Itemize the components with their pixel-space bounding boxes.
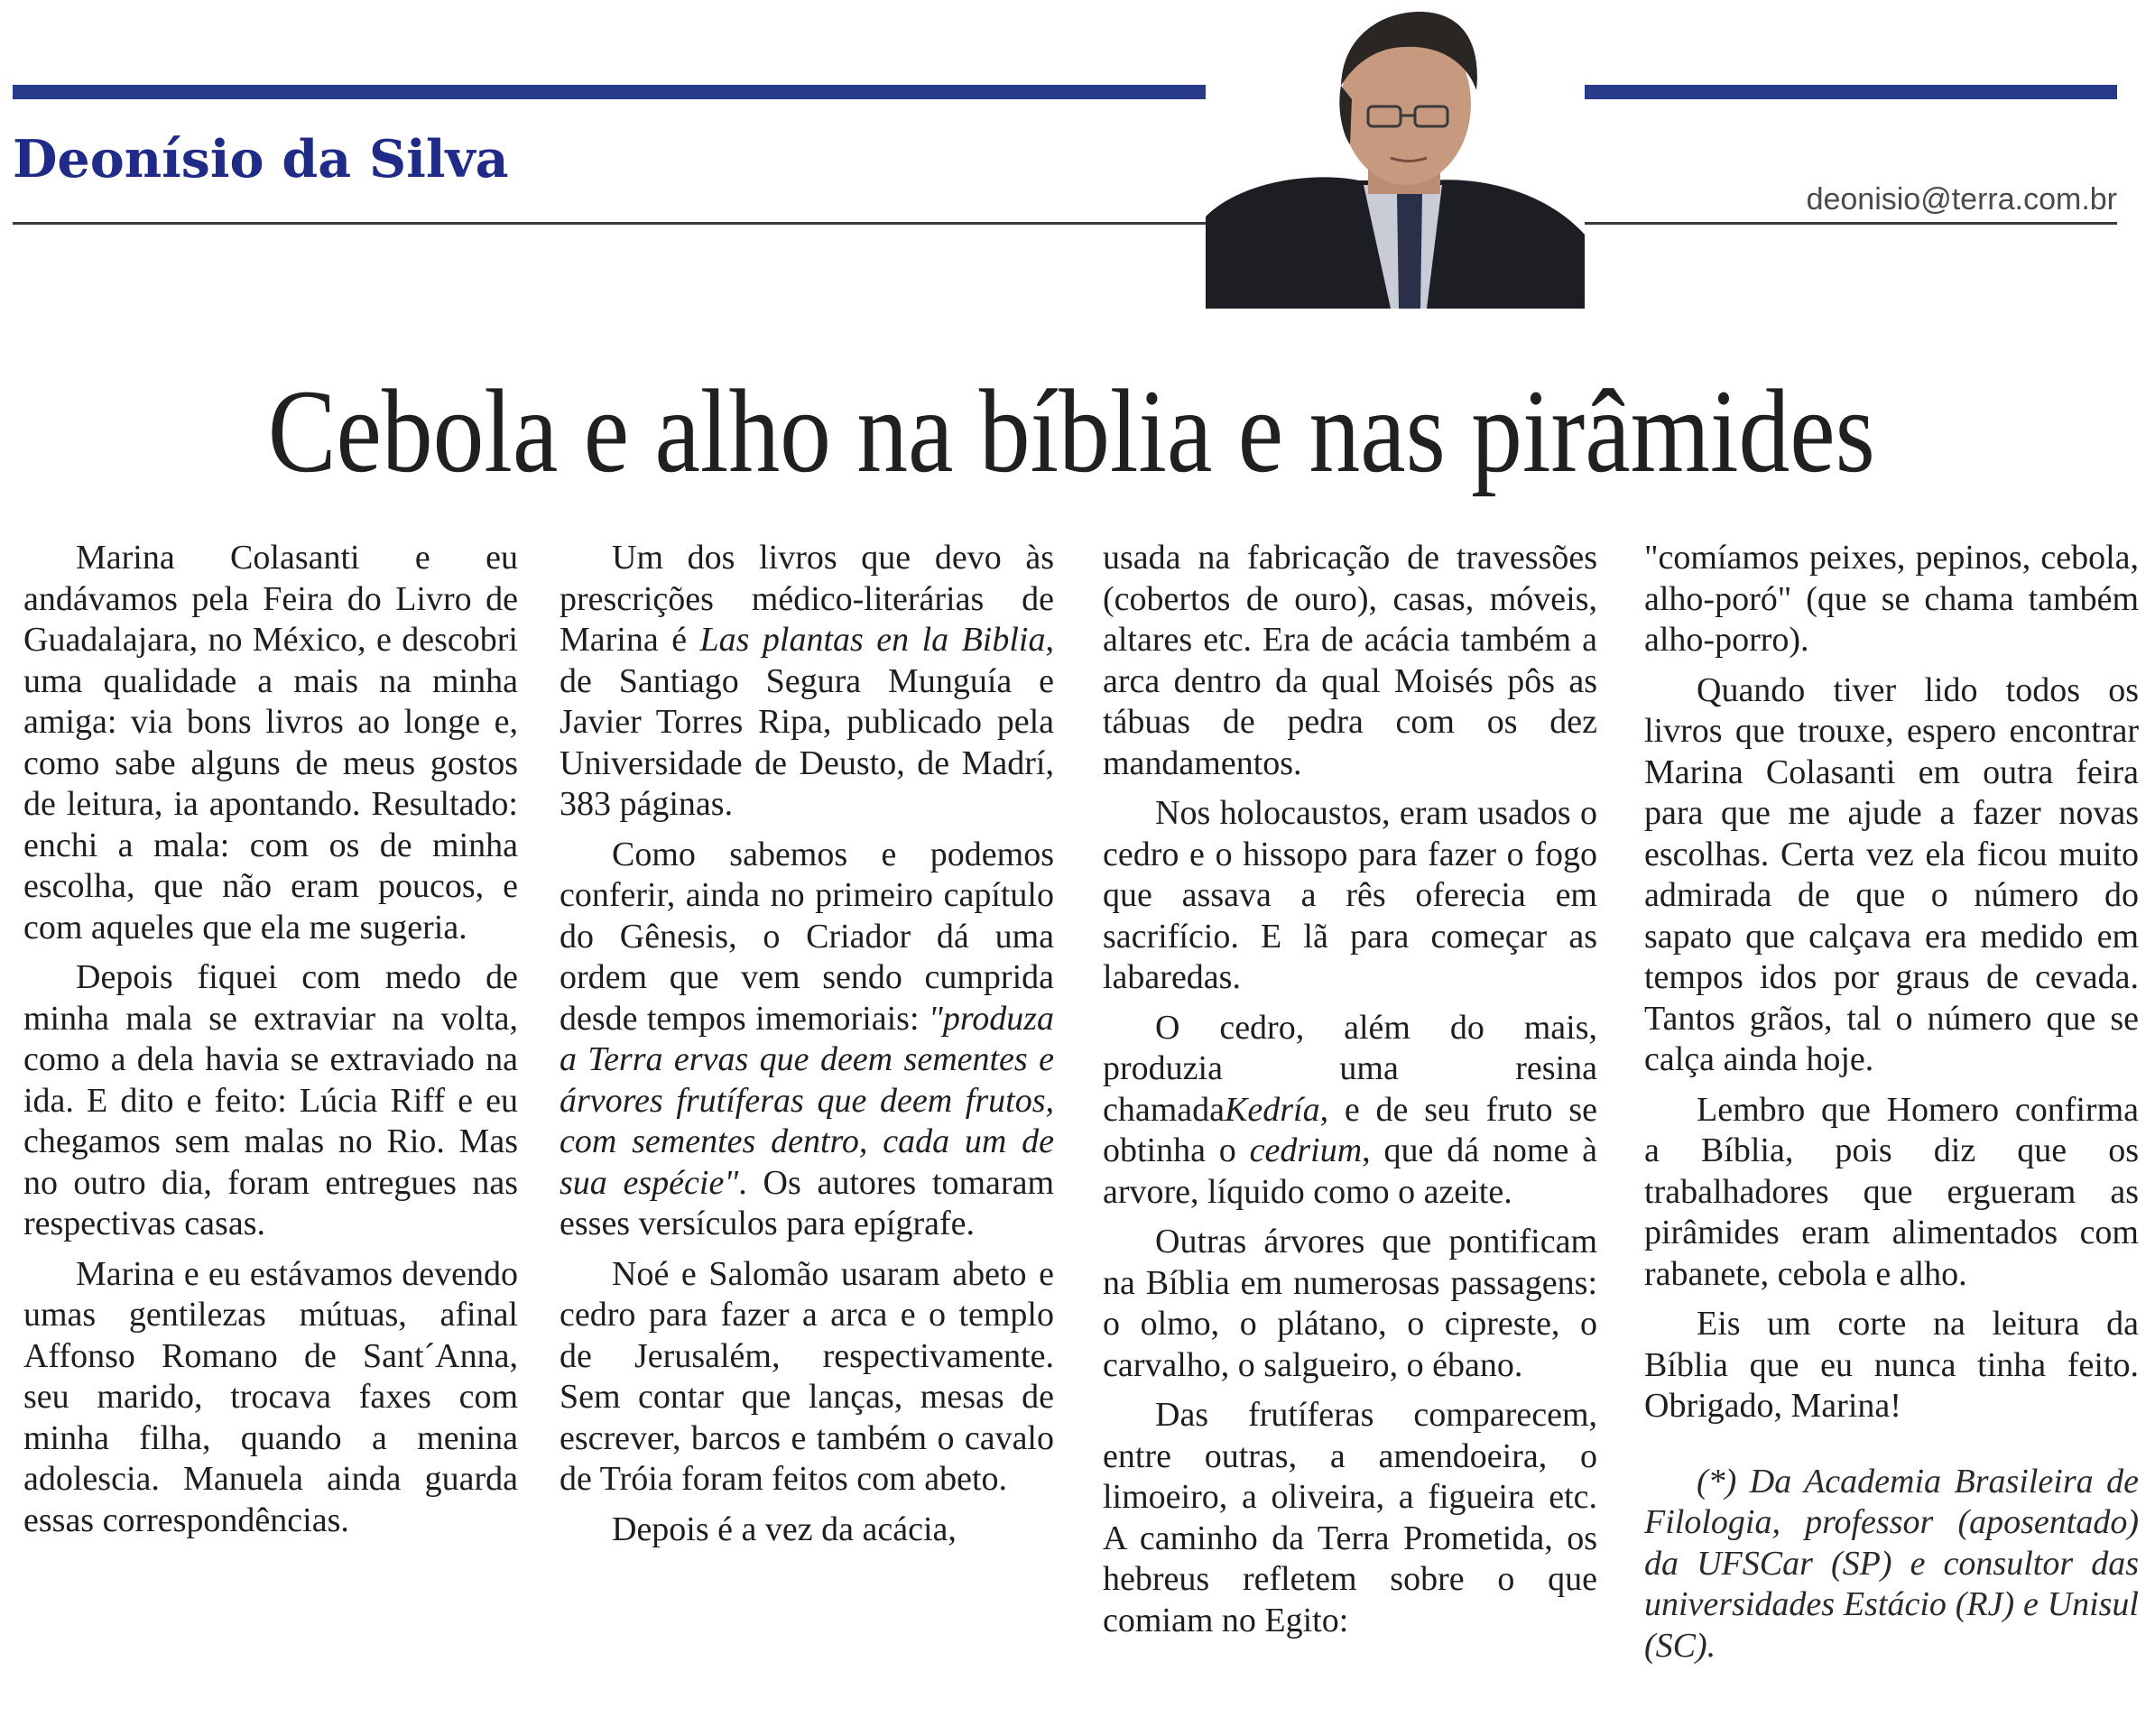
paragraph: Das frutíferas comparecem, entre outras, a amendoeira, o limoeiro, a oliveira, a figueira etc. A caminho da Terra Prometida, os hebreus refletem sobre o que comiam no Egito:	[1103, 1396, 1597, 1639]
column-3	[1103, 538, 1597, 1641]
paragraph: Marina e eu estávamos devendo umas gentilezas mútuas, afinal Affonso Romano de Sant´Anna, seu marido, trocava faxes com minha filha, quando a menina adolescia. Manuela ainda guarda essas correspondências.	[23, 1254, 518, 1539]
paragraph: Marina Colasanti e eu andávamos pela Feira do Livro de Guadalajara, no México, e descobri uma qualidade a mais na minha amiga: via bons livros ao longe e, como sabe alguns de meus gostos de leitura, ia apontando. Resultado: enchi a mala: com os de minha escolha, que não eram poucos, e com aqueles que ela me sugeria.	[23, 539, 518, 946]
paragraph: Lembro que Homero confirma a Bíblia, pois diz que os trabalhadores que ergueram as pirâmides eram alimentados com rabanete, cebola e alho.	[1644, 1090, 2139, 1293]
paragraph: usada na fabricação de travessões (cobertos de ouro), casas, móveis, altares etc. Era de acácia também a arca dentro da qual Moisés pôs as tábuas de pedra com os dez mandamentos.	[1103, 539, 1597, 782]
text-run: Como sabemos e podemos conferir, ainda no primeiro capítulo do Gênesis, o Criador dá uma ordem que vem sendo cumprida desde tempos imemoriais:	[560, 835, 1054, 1038]
paragraph	[1103, 1008, 1597, 1214]
text-run: , e de seu fruto se obtinha o	[1103, 1090, 1597, 1169]
article-headline: Cebola e alho na bíblia e nas pirâmides	[267, 365, 1875, 497]
text-run: Um dos livros que devo às prescrições médico-literárias de Marina é	[560, 539, 1054, 659]
paragraph	[560, 538, 1054, 826]
header-top-rule	[13, 85, 2117, 99]
column-1	[23, 538, 518, 1541]
header-bottom-rule	[13, 222, 2117, 225]
article-body	[23, 538, 2139, 1711]
column-4	[1644, 538, 2139, 1667]
paragraph: "comíamos peixes, pepinos, cebola, alho-poró" (que se chama também alho-porro).	[1644, 539, 2139, 659]
paragraph: Quando tiver lido todos os livros que trouxe, espero encontrar Marina Colasanti em outra feira para que me ajude a fazer novas escolhas. Certa vez ela ficou muito admirada de que o número do sapato que calçava era medido em tempos idos por graus de cevada. Tantos grãos, tal o número que se calça ainda hoje.	[1644, 670, 2139, 1078]
text-run: , que dá nome à arvore, líquido como o azeite.	[1103, 1131, 1597, 1211]
term: Kedría	[1225, 1090, 1320, 1129]
author-email: deonisio@terra.com.br	[1806, 182, 2117, 217]
author-photo	[1206, 0, 1585, 309]
term: cedrium	[1249, 1131, 1363, 1169]
paragraph: Depois é a vez da acácia,	[612, 1510, 957, 1548]
column-2	[560, 538, 1054, 1550]
text-run: , de Santiago Segura Munguía e Javier Torres Ripa, publicado pela Universidade de Deusto, de Madrí, 383 páginas.	[560, 621, 1054, 823]
paragraph: Noé e Salomão usaram abeto e cedro para fazer a arca e o templo de Jerusalém, respectivamente. Sem contar que lanças, mesas de escrever, barcos e também o cavalo de Tróia foram feitos com abeto.	[560, 1254, 1054, 1498]
paragraph: Outras árvores que pontificam na Bíblia em numerosas passagens: o olmo, o plátano, o cipreste, o carvalho, o salgueiro, o ébano.	[1103, 1223, 1597, 1384]
author-name: Deonísio da Silva	[13, 129, 509, 189]
paragraph: Nos holocaustos, eram usados o cedro e o hissopo para fazer o fogo que assava a rês oferecia em sacrifício. E lã para começar as labaredas.	[1103, 794, 1597, 996]
author-footnote: (*) Da Academia Brasileira de Filologia, professor (aposentado) da UFSCar (SP) e consultor das universidades Estácio (RJ) e Unisul (SC).	[1644, 1462, 2139, 1665]
text-run: O cedro, além do mais, produzia uma resina chamada	[1103, 1008, 1597, 1129]
bible-quote: "produza a Terra ervas que deem sementes e árvores frutíferas que deem frutos, com sementes dentro, cada um de sua espécie"	[560, 999, 1054, 1202]
paragraph: Eis um corte na leitura da Bíblia que eu nunca tinha feito. Obrigado, Marina!	[1644, 1305, 2139, 1425]
text-run: . Os autores tomaram esses versículos para epígrafe.	[560, 1163, 1054, 1242]
paragraph: Depois fiquei com medo de minha mala se extraviar na volta, como a dela havia se extraviado na ida. E dito e feito: Lúcia Riff e eu chegamos sem malas no Rio. Mas no outro dia, foram entregues nas respectivas casas.	[23, 958, 518, 1242]
book-title: Las plantas en la Biblia	[699, 621, 1046, 659]
paragraph	[560, 835, 1054, 1245]
